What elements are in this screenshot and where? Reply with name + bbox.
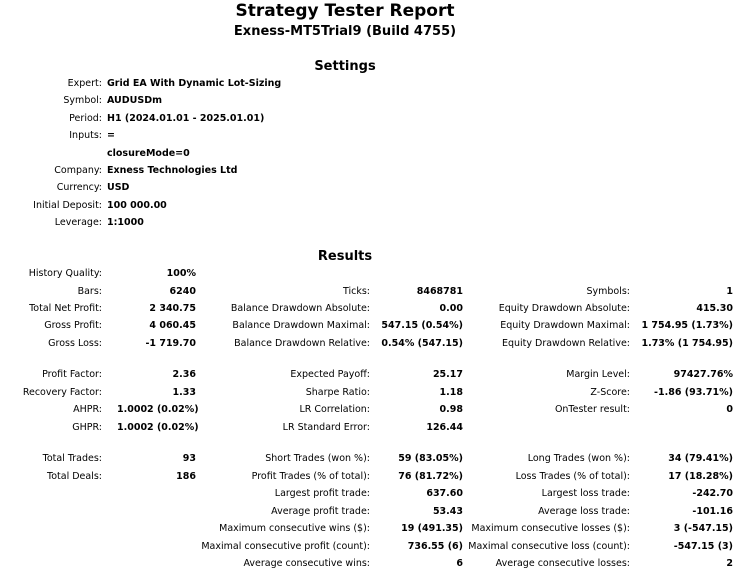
result-value: 126.44 [426,422,463,433]
setting-label: Leverage: [54,217,102,228]
result-value: 1 [726,286,733,297]
result-ghpr [0,421,102,435]
result-label: Equity Drawdown Absolute: [498,303,630,314]
result-label: Recovery Factor: [22,387,102,398]
result-value: -101.16 [692,506,733,517]
result-label: Sharpe Ratio: [305,387,370,398]
result-value: 93 [182,453,196,464]
result-label: Gross Profit: [44,320,102,331]
result-ahpr [0,403,102,417]
result-label: Largest loss trade: [541,488,630,499]
result-label: Maximal consecutive loss (count): [468,541,630,552]
result-label: Equity Drawdown Maximal: [500,320,630,331]
result-avg-cons-wins [200,557,370,571]
result-history-quality [0,267,102,281]
result-label: Average consecutive wins: [243,558,370,569]
result-value: 736.55 (6) [407,541,463,552]
result-label: Maximum consecutive losses ($): [471,523,630,534]
result-value: 59 (83.05%) [398,453,463,464]
result-value: 4 060.45 [149,320,196,331]
result-max-cons-wins [200,522,370,536]
result-label: Ticks: [342,286,370,297]
result-label: Average profit trade: [271,506,370,517]
setting-inputs [0,129,102,143]
result-label: AHPR: [73,404,102,415]
result-value: 2.36 [172,369,196,380]
result-value: 97427.76% [673,369,733,380]
settings-heading: Settings [314,59,376,74]
result-label: Total Deals: [47,471,102,482]
report-subtitle: Exness-MT5Trial9 (Build 4755) [233,24,457,39]
setting-value: H1 (2024.01.01 - 2025.01.01) [107,113,265,124]
result-label: Long Trades (won %): [527,453,630,464]
result-label: Balance Drawdown Absolute: [230,303,370,314]
result-value: 1.18 [439,387,463,398]
result-label: Balance Drawdown Relative: [234,338,370,349]
result-lr-std-error [200,421,370,435]
result-profit-trades [200,470,370,484]
setting-label: Period: [69,113,102,124]
setting-label: Currency: [56,182,102,193]
result-max-cons-loss [470,540,630,554]
result-label: Balance Drawdown Maximal: [232,320,370,331]
result-short-trades [200,452,370,466]
result-value: 17 (18.28%) [668,471,733,482]
result-value: 0.98 [439,404,463,415]
setting-label: Initial Deposit: [33,200,102,211]
setting-expert [0,77,102,91]
result-ticks [200,285,370,299]
result-value: 76 (81.72%) [398,471,463,482]
result-value: 0.54% (547.15) [381,338,463,349]
setting-value: = [107,130,115,141]
result-label: Gross Loss: [48,338,102,349]
setting-label: Inputs: [69,130,102,141]
setting-symbol [0,94,102,108]
result-label: Total Net Profit: [29,303,102,314]
result-value: 6240 [169,286,196,297]
result-balance-dd-max [200,319,370,333]
result-ontester [470,403,630,417]
result-label: Average loss trade: [538,506,630,517]
result-value: 1 754.95 (1.73%) [641,320,733,331]
result-label: Expected Payoff: [290,369,370,380]
setting-value: 100 000.00 [107,200,167,211]
result-value: 25.17 [432,369,463,380]
result-total-trades [0,452,102,466]
setting-leverage [0,216,102,230]
result-value: 1.33 [172,387,196,398]
result-sharpe [200,386,370,400]
result-value: 1.0002 (0.02%) [117,404,199,415]
result-label: Loss Trades (% of total): [515,471,630,482]
result-label: LR Standard Error: [282,422,370,433]
result-value: 100% [166,268,196,279]
result-total-deals [0,470,102,484]
result-label: Short Trades (won %): [265,453,370,464]
result-label: Bars: [77,286,102,297]
result-label: Z-Score: [590,387,630,398]
result-profit-factor [0,368,102,382]
setting-label: Company: [54,165,102,176]
result-value: 0 [726,404,733,415]
result-symbols [470,285,630,299]
result-value: 2 340.75 [149,303,196,314]
setting-currency [0,181,102,195]
result-value: 6 [456,558,463,569]
setting-value: USD [107,182,130,193]
result-equity-dd-rel [470,337,630,351]
result-avg-cons-losses [470,557,630,571]
result-value: -1.86 (93.71%) [654,387,733,398]
result-value: 53.43 [432,506,463,517]
result-label: OnTester result: [554,404,630,415]
result-value: 415.30 [696,303,733,314]
setting-label: Expert: [67,78,102,89]
result-value: 19 (491.35) [401,523,463,534]
result-expected-payoff [200,368,370,382]
setting-value: Exness Technologies Ltd [107,165,238,176]
result-gross-loss [0,337,102,351]
result-label: Average consecutive losses: [495,558,630,569]
result-avg-loss [470,505,630,519]
setting-value: AUDUSDm [107,95,163,106]
report-title: Strategy Tester Report [235,1,455,21]
result-value: -1 719.70 [145,338,196,349]
result-value: 34 (79.41%) [668,453,733,464]
result-gross-profit [0,319,102,333]
result-balance-dd-abs [200,302,370,316]
result-label: Symbols: [586,286,630,297]
result-largest-profit [200,487,370,501]
result-value: 3 (-547.15) [673,523,733,534]
result-value: 0.00 [439,303,463,314]
result-label: Total Trades: [42,453,102,464]
setting-deposit [0,199,102,213]
result-label: Equity Drawdown Relative: [501,338,630,349]
result-label: Maximal consecutive profit (count): [201,541,370,552]
result-label: Profit Factor: [42,369,102,380]
setting-value: 1:1000 [107,217,144,228]
result-value: 8468781 [416,286,463,297]
setting-value: Grid EA With Dynamic Lot-Sizing [107,78,282,89]
result-bars [0,285,102,299]
result-label: Maximum consecutive wins ($): [219,523,370,534]
result-net-profit [0,302,102,316]
result-max-cons-profit [200,540,370,554]
result-value: 1.0002 (0.02%) [117,422,199,433]
result-avg-profit [200,505,370,519]
result-label: GHPR: [72,422,102,433]
setting-period [0,112,102,126]
result-recovery-factor [0,386,102,400]
result-zscore [470,386,630,400]
result-long-trades [470,452,630,466]
result-label: History Quality: [28,268,102,279]
result-label: Margin Level: [566,369,630,380]
setting-input-param: closureMode=0 [107,148,190,159]
setting-label: Symbol: [63,95,102,106]
result-label: LR Correlation: [299,404,370,415]
result-value: 2 [726,558,733,569]
result-max-cons-losses [470,522,630,536]
result-lr-correlation [200,403,370,417]
result-equity-dd-abs [470,302,630,316]
result-value: -242.70 [692,488,733,499]
result-value: 1.73% (1 754.95) [641,338,733,349]
result-value: 186 [176,471,196,482]
result-balance-dd-rel [200,337,370,351]
result-equity-dd-max [470,319,630,333]
result-loss-trades [470,470,630,484]
result-value: -547.15 (3) [673,541,733,552]
result-value: 547.15 (0.54%) [381,320,463,331]
result-largest-loss [470,487,630,501]
result-label: Largest profit trade: [274,488,370,499]
result-margin-level [470,368,630,382]
setting-company [0,164,102,178]
result-value: 637.60 [426,488,463,499]
result-label: Profit Trades (% of total): [251,471,370,482]
results-heading: Results [317,249,373,264]
